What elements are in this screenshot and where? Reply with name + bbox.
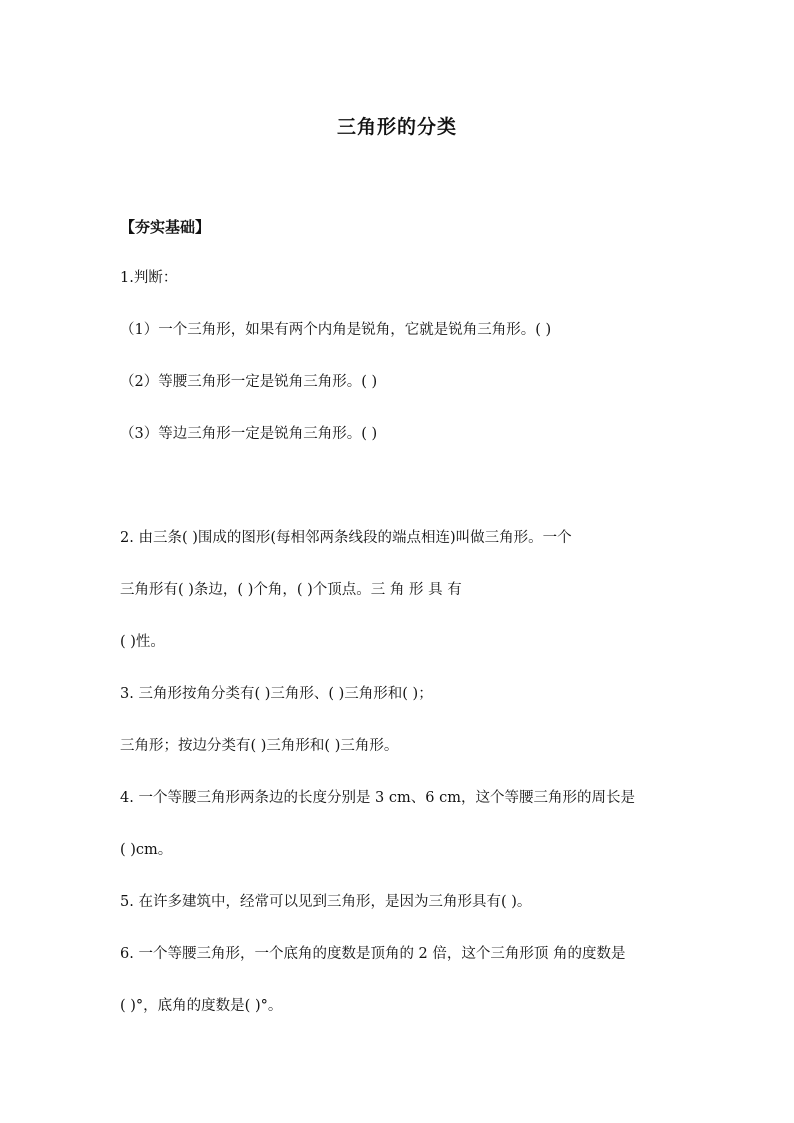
question-1-item-1: （1）一个三角形，如果有两个内角是锐角，它就是锐角三角形。( ): [120, 322, 552, 338]
question-3-line-1: 3. 三角形按角分类有( )三角形、( )三角形和( )；: [120, 686, 433, 702]
question-2-line-1: 2. 由三条( )围成的图形(每相邻两条线段的端点相连)叫做三角形。一个: [120, 530, 572, 546]
question-5-line-1: 5. 在许多建筑中，经常可以见到三角形，是因为三角形具有( )。: [120, 894, 532, 910]
question-6-line-1: 6. 一个等腰三角形，一个底角的度数是顶角的 2 倍，这个三角形顶 角的度数是: [120, 946, 626, 962]
section-heading: 【夯实基础】: [120, 218, 211, 236]
question-6-line-2: ( )°，底角的度数是( )°。: [120, 998, 283, 1014]
question-1-heading: 1.判断：: [120, 270, 178, 286]
question-2-line-3: ( )性。: [120, 634, 165, 650]
question-4-line-1: 4. 一个等腰三角形两条边的长度分别是 3 cm、6 cm，这个等腰三角形的周长是: [120, 790, 635, 806]
question-1-item-3: （3）等边三角形一定是锐角三角形。( ): [120, 426, 378, 442]
page-title: 三角形的分类: [336, 116, 457, 138]
question-4-line-2: ( )cm。: [120, 842, 173, 858]
question-3-line-2: 三角形；按边分类有( )三角形和( )三角形。: [120, 738, 399, 754]
question-1-item-2: （2）等腰三角形一定是锐角三角形。( ): [120, 374, 378, 390]
question-2-line-2: 三角形有( )条边，( )个角，( )个顶点。三 角 形 具 有: [120, 582, 462, 598]
